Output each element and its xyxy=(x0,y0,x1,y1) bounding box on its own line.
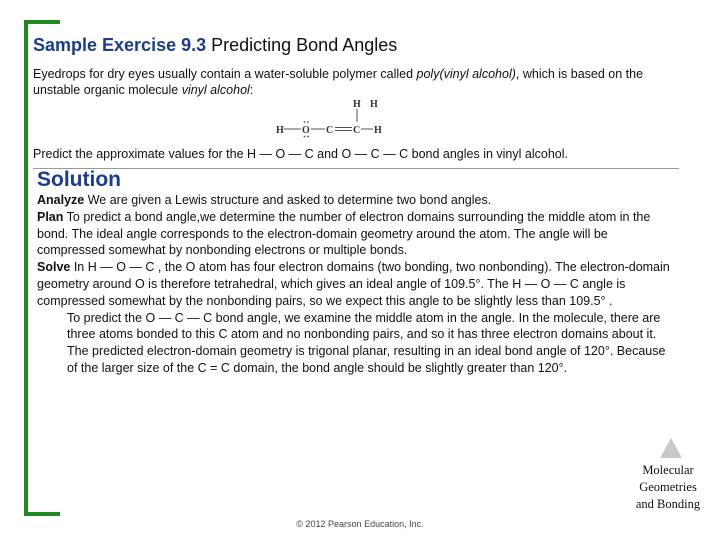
plan-paragraph xyxy=(37,209,677,259)
atom-oxygen: O xyxy=(302,125,310,136)
intro-paragraph xyxy=(33,66,653,98)
atom-h-top-right: H xyxy=(370,99,378,110)
solution-body xyxy=(37,192,677,377)
intro-text-1: Eyedrops for dry eyes usually contain a water-soluble polymer called xyxy=(33,67,417,81)
section-divider xyxy=(33,168,679,169)
solve-paragraph xyxy=(37,259,677,309)
solve-label: Solve xyxy=(37,260,71,275)
frame-top-bar xyxy=(24,20,60,24)
intro-polymer-name: poly(vinyl alcohol) xyxy=(416,67,516,81)
intro-text-3: : xyxy=(249,83,254,97)
plan-label: Plan xyxy=(37,209,64,224)
chapter-label-line-1: Molecular xyxy=(642,463,694,477)
lone-pair-dot xyxy=(307,121,309,123)
analyze-label: Analyze xyxy=(37,193,85,207)
chapter-label xyxy=(628,462,708,513)
frame-left-bar xyxy=(24,20,28,516)
title-topic: Predicting Bond Angles xyxy=(206,35,398,55)
chapter-label-line-3: and Bonding xyxy=(635,497,701,511)
atom-h-right: H xyxy=(374,125,382,136)
solution-heading: Solution xyxy=(37,168,121,191)
frame-bottom-bar xyxy=(24,512,60,516)
plan-text: To predict a bond angle,we determine the number of electron domains surrounding the middle atom in the bond. The ideal angle corresponds to the electron-domain geometry around the atom. The angle will be compressed somewhat by nonbonding electrons or multiple bonds. xyxy=(37,209,651,258)
corner-triangle-marker xyxy=(660,438,682,458)
lone-pair-dot xyxy=(304,121,306,123)
chapter-label-line-2: Geometries xyxy=(639,480,697,494)
copyright-footer: © 2012 Pearson Education, Inc. xyxy=(296,519,424,529)
lone-pair-dot xyxy=(304,136,306,138)
atom-carbon-2: C xyxy=(353,125,361,136)
solve-paragraph-2: To predict the O — C — C bond angle, we examine the middle atom in the angle. In the molecule, there are three atoms bonded to this C atom and no nonbonding pairs, and so it has three electron domains about it. The predicted electron-domain geometry is trigonal planar, resulting in an ideal bond angle of 120°. Because of the larger size of the C = C domain, the bond angle should be slightly greater than 120°. xyxy=(67,310,666,375)
solve-text: In H — O — C , the O atom has four electron domains (two bonding, two nonbonding). The electron-domain geometry around O is therefore tetrahedral, which gives an ideal angle of 109.5°. The H — O — C angle is compressed somewhat by the nonbonding pairs, so we expect this angle to be slightly less than 109.5° . xyxy=(37,260,670,308)
page-title xyxy=(33,34,397,56)
intro-molecule-name: vinyl alcohol xyxy=(181,83,250,97)
atom-h-top-left: H xyxy=(353,99,361,110)
atom-h-left: H xyxy=(276,125,284,136)
lone-pair-dot xyxy=(307,136,309,138)
analyze-paragraph xyxy=(37,192,677,209)
vinyl-alcohol-structure xyxy=(270,98,390,138)
atom-carbon-1: C xyxy=(326,125,334,136)
intro-text-2: , which is based on the unstable organic molecule xyxy=(33,67,644,97)
analyze-text: We are given a Lewis structure and asked to determine two bond angles. xyxy=(84,193,492,207)
title-exercise-number: Sample Exercise 9.3 xyxy=(33,35,207,55)
question-text: Predict the approximate values for the H — O — C and O — C — C bond angles in vinyl alcohol. xyxy=(33,147,568,161)
